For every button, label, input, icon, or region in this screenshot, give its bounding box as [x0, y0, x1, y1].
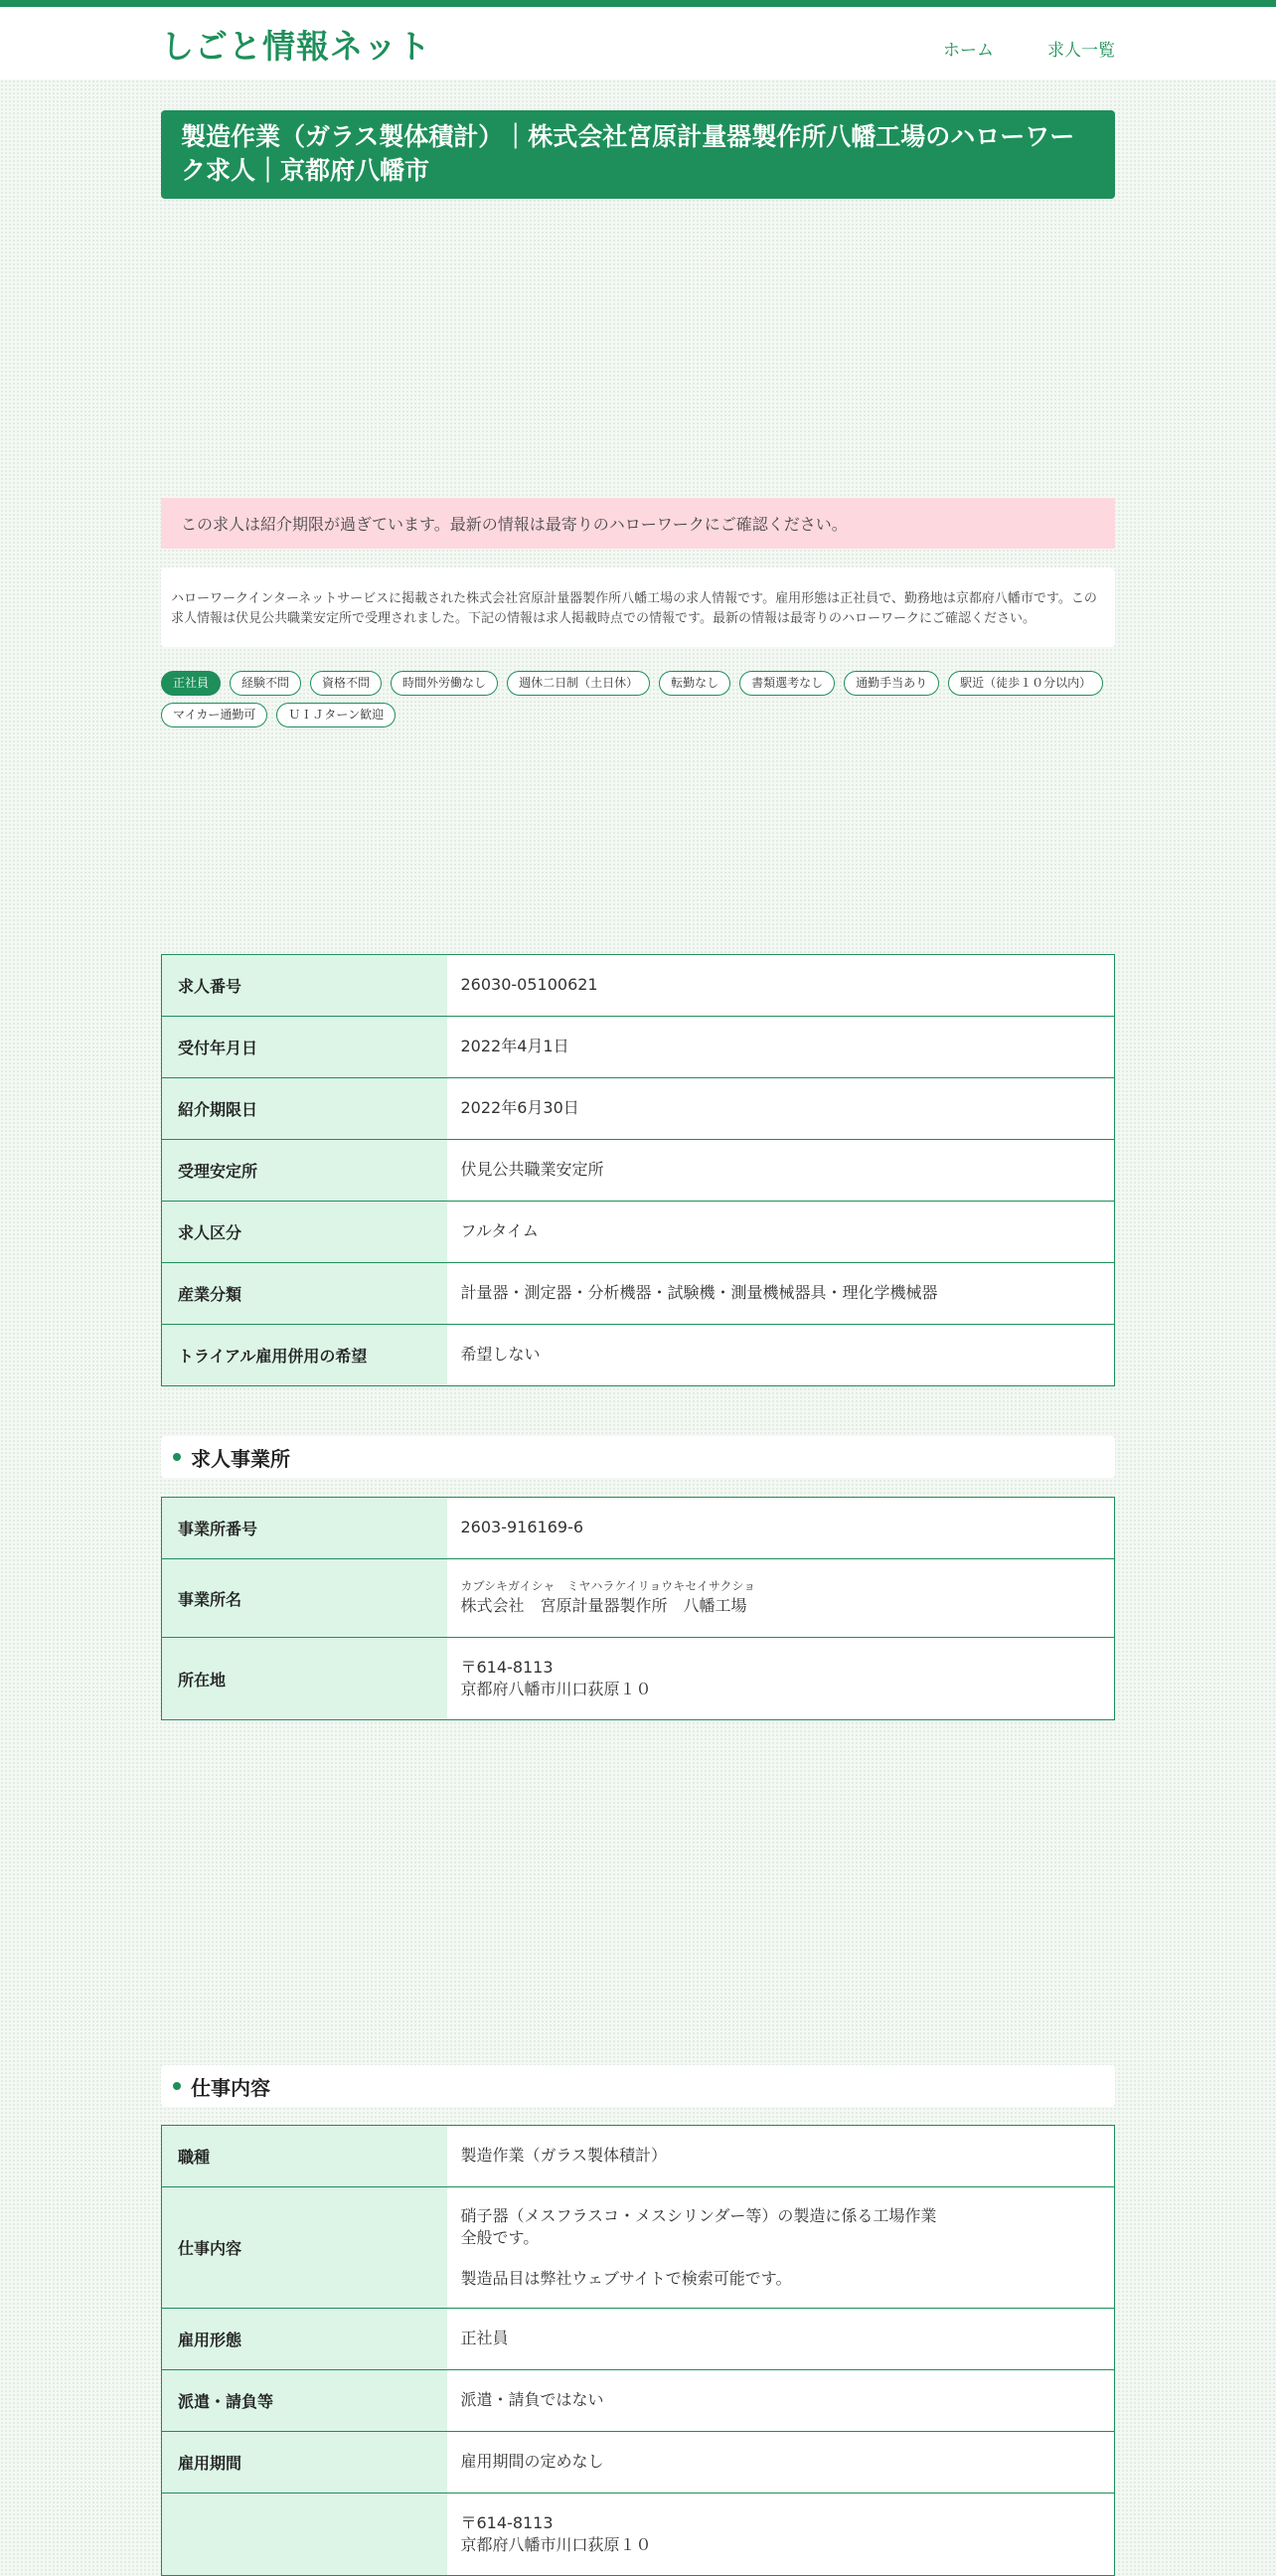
table-row	[162, 1017, 1115, 1078]
table-row	[162, 2432, 1115, 2494]
employment-type: 正社員	[447, 2309, 1115, 2370]
table-row	[162, 2126, 1115, 2187]
row-value: 2022年4月1日	[447, 1017, 1115, 1078]
employment-period: 雇用期間の定めなし	[447, 2432, 1115, 2494]
table-row	[162, 1140, 1115, 1202]
row-label: 職種	[162, 2126, 447, 2187]
office-number: 2603-916169-6	[447, 1498, 1115, 1559]
site-logo[interactable]: しごと情報ネット	[161, 27, 431, 66]
job-info-table	[161, 2125, 1115, 2576]
row-label: 産業分類	[162, 1263, 447, 1325]
row-label: 派遣・請負等	[162, 2370, 447, 2432]
section-title: 仕事内容	[191, 2075, 270, 2100]
table-row	[162, 1559, 1115, 1638]
tag-item: マイカー通勤可	[161, 703, 267, 727]
job-section-heading	[161, 2065, 1115, 2107]
workplace-postal: 〒614-8113	[460, 2512, 554, 2532]
job-content-line: 硝子器（メスフラスコ・メスシリンダー等）の製造に係る工場作業	[460, 2205, 937, 2225]
workplace-address-cell	[447, 2494, 1115, 2576]
main-nav	[943, 36, 1115, 61]
row-label: 求人番号	[162, 955, 447, 1017]
intro-text: ハローワークインターネットサービスに掲載された株式会社宮原計量器製作所八幡工場の求人情報です。雇用形態は正社員で、勤務地は京都府八幡市です。この求人情報は伏見公共職業安定所で受理されました。下記の情報は求人掲載時点での情報です。最新の情報は最寄りのハローワークにご確認ください。	[161, 567, 1115, 647]
basic-info-table	[161, 954, 1115, 1386]
tag-item: 週休二日制（土日休）	[507, 671, 650, 696]
office-address-cell	[447, 1638, 1115, 1720]
expired-notice: この求人は紹介期限が過ぎています。最新の情報は最寄りのハローワークにご確認ください。	[161, 498, 1115, 549]
tag-item: 転勤なし	[659, 671, 730, 696]
bullet-dot-icon	[173, 1453, 181, 1461]
tag-item: 書類選考なし	[739, 671, 835, 696]
table-row	[162, 955, 1115, 1017]
row-label: 受付年月日	[162, 1017, 447, 1078]
nav-job-list-link[interactable]: 求人一覧	[1047, 41, 1115, 61]
row-label: 紹介期限日	[162, 1078, 447, 1140]
office-name: 株式会社 宮原計量器製作所 八幡工場	[460, 1595, 747, 1615]
tag-item: 経験不問	[230, 671, 301, 696]
site-header	[0, 7, 1276, 80]
table-row	[162, 1498, 1115, 1559]
top-accent-bar	[0, 0, 1276, 7]
job-content-cell	[447, 2187, 1115, 2309]
workplace-address: 京都府八幡市川口荻原１０	[460, 2535, 652, 2554]
tag-item: 時間外労働なし	[391, 671, 498, 696]
table-row	[162, 2309, 1115, 2370]
nav-home-link[interactable]: ホーム	[943, 41, 994, 61]
office-info-table	[161, 1497, 1115, 1720]
page-title: 製造作業（ガラス製体積計）｜株式会社宮原計量器製作所八幡工場のハローワーク求人｜京都府八幡市	[161, 110, 1115, 199]
row-value: 26030-05100621	[447, 955, 1115, 1017]
office-name-cell	[447, 1559, 1115, 1638]
row-label: トライアル雇用併用の希望	[162, 1325, 447, 1386]
table-row	[162, 1263, 1115, 1325]
table-row	[162, 2494, 1115, 2576]
tag-item: ＵＩＪターン歓迎	[276, 703, 396, 727]
row-label: 所在地	[162, 1638, 447, 1720]
tag-item: 駅近（徒歩１０分以内）	[948, 671, 1103, 696]
tag-item: 正社員	[161, 671, 221, 696]
table-row	[162, 2370, 1115, 2432]
tag-item: 通勤手当あり	[844, 671, 939, 696]
job-content-line: 製造品目は弊社ウェブサイトで検索可能です。	[460, 2268, 792, 2288]
tag-list	[161, 671, 1115, 727]
table-row	[162, 1202, 1115, 1263]
row-value: 伏見公共職業安定所	[447, 1140, 1115, 1202]
bullet-dot-icon	[173, 2082, 181, 2090]
row-label: 雇用期間	[162, 2432, 447, 2494]
row-label: 受理安定所	[162, 1140, 447, 1202]
office-postal: 〒614-8113	[460, 1657, 554, 1677]
table-row	[162, 1638, 1115, 1720]
office-address: 京都府八幡市川口荻原１０	[460, 1680, 652, 1698]
table-row	[162, 1078, 1115, 1140]
section-title: 求人事業所	[191, 1446, 290, 1471]
row-label: 事業所番号	[162, 1498, 447, 1559]
row-label: 雇用形態	[162, 2309, 447, 2370]
row-label: 事業所名	[162, 1559, 447, 1638]
row-value: 2022年6月30日	[447, 1078, 1115, 1140]
row-value: フルタイム	[447, 1202, 1115, 1263]
occupation: 製造作業（ガラス製体積計）	[447, 2126, 1115, 2187]
table-row	[162, 1325, 1115, 1386]
table-row	[162, 2187, 1115, 2309]
row-label	[162, 2494, 447, 2576]
row-label: 仕事内容	[162, 2187, 447, 2309]
dispatch-status: 派遣・請負ではない	[447, 2370, 1115, 2432]
row-value: 計量器・測定器・分析機器・試験機・測量機械器具・理化学機械器	[447, 1263, 1115, 1325]
office-section-heading	[161, 1436, 1115, 1478]
tag-item: 資格不問	[310, 671, 382, 696]
office-name-kana: カブシキガイシャ ミヤハラケイリョウキセイサクショ	[460, 1579, 756, 1593]
row-value: 希望しない	[447, 1325, 1115, 1386]
job-content-line: 全般です。	[460, 2228, 540, 2248]
row-label: 求人区分	[162, 1202, 447, 1263]
